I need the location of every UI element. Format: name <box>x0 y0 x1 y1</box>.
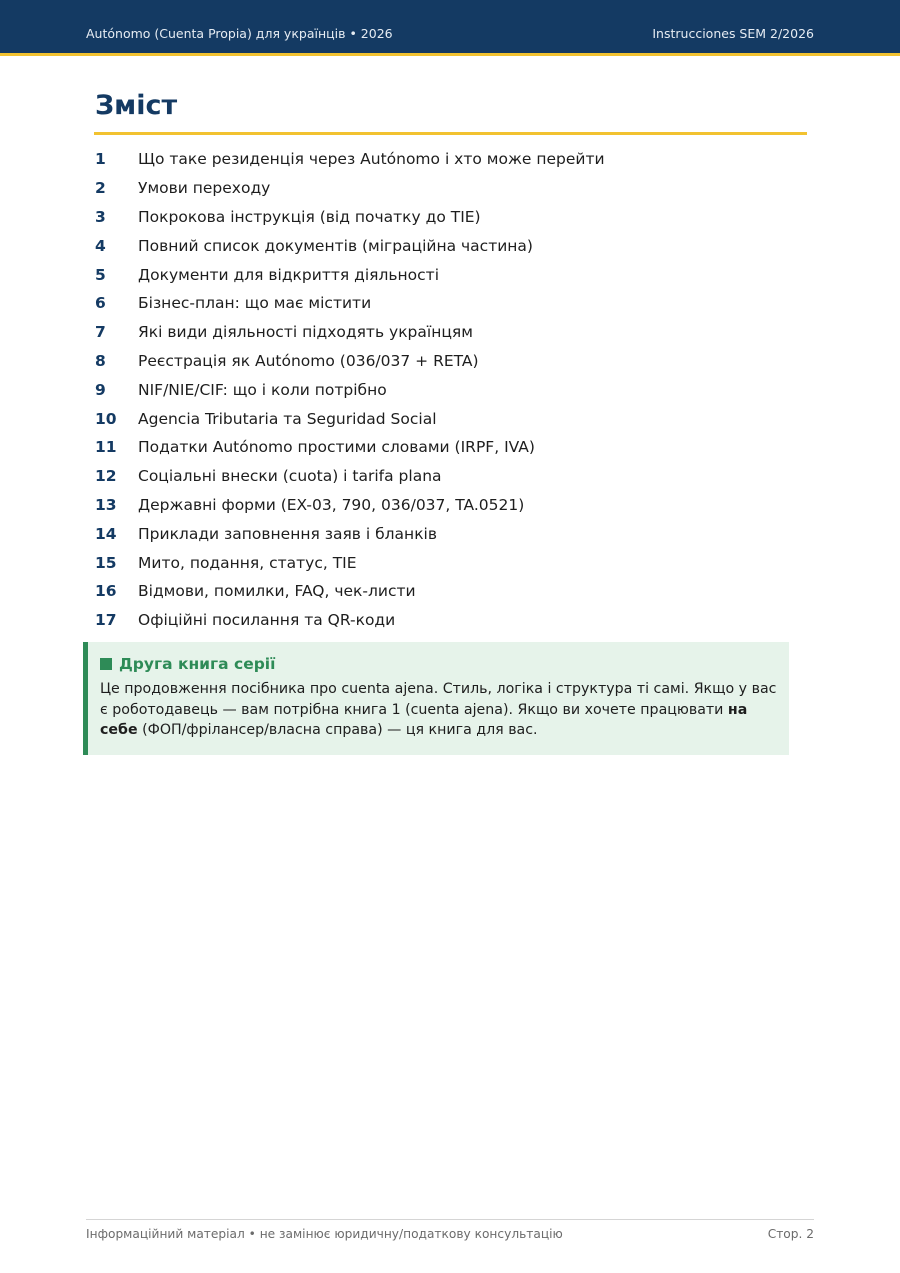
header-doc-title: Autónomo (Cuenta Propia) для українців • 2026 <box>86 26 393 41</box>
toc-item[interactable] <box>95 174 605 203</box>
toc-item[interactable] <box>95 260 605 289</box>
toc-item-number: 14 <box>95 524 117 543</box>
square-icon <box>100 658 112 670</box>
toc-item-label: Які види діяльності підходять українцям <box>138 323 473 342</box>
toc-item[interactable] <box>95 347 605 376</box>
toc-item[interactable] <box>95 375 605 404</box>
callout-title <box>100 655 789 673</box>
title-underline <box>94 132 807 135</box>
toc-item[interactable] <box>95 577 605 606</box>
callout-text-part1: Це продовження посібника про cuenta ajena. Стиль, логіка і структура ті самі. Якщо у вас є роботодавець — вам потрібна книга 1 (cuenta ajena). Якщо ви хочете працювати <box>100 681 777 718</box>
page-header <box>0 0 900 56</box>
toc-item-label: Покрокова інструкція (від початку до TIE) <box>138 207 481 226</box>
toc-item-label: Мито, подання, статус, TIE <box>138 553 357 572</box>
toc-item-number: 6 <box>95 294 106 313</box>
toc-item-number: 13 <box>95 495 117 514</box>
header-reference: Instrucciones SEM 2/2026 <box>652 26 814 41</box>
toc-item[interactable] <box>95 491 605 520</box>
page-number: Стор. 2 <box>767 1227 814 1241</box>
toc-item[interactable] <box>95 289 605 318</box>
callout-text-bold: на себе <box>100 701 748 738</box>
footer-divider <box>86 1219 814 1220</box>
toc-item-label: Бізнес-план: що має містити <box>138 294 372 313</box>
page-title: Зміст <box>95 90 178 121</box>
toc-item-label: Відмови, помилки, FAQ, чек-листи <box>138 582 416 601</box>
toc-item-label: Реєстрація як Autónomo (036/037 + RETA) <box>138 351 479 370</box>
footer-disclaimer: Інформаційний матеріал • не замінює юридичну/податкову консультацію <box>86 1227 563 1241</box>
toc-item-number: 3 <box>95 207 106 226</box>
toc-item-label: Що таке резиденція через Autónomo і хто може перейти <box>138 150 605 169</box>
toc-item-number: 4 <box>95 236 106 255</box>
toc-item-number: 7 <box>95 323 106 342</box>
toc-item-label: Документи для відкриття діяльності <box>138 265 440 284</box>
toc-item-number: 17 <box>95 611 117 630</box>
toc-item[interactable] <box>95 606 605 635</box>
toc-item[interactable] <box>95 318 605 347</box>
toc-item-label: Державні форми (EX-03, 790, 036/037, TA.0521) <box>138 495 525 514</box>
toc-item[interactable] <box>95 404 605 433</box>
toc-item-number: 15 <box>95 553 117 572</box>
toc-item-number: 2 <box>95 179 106 198</box>
toc-item-number: 12 <box>95 467 117 486</box>
toc-item-number: 1 <box>95 150 106 169</box>
toc-item-number: 8 <box>95 351 106 370</box>
callout-text-part2: (ФОП/фрілансер/власна справа) — ця книга для вас. <box>137 722 538 738</box>
toc-item[interactable] <box>95 203 605 232</box>
toc-item-number: 16 <box>95 582 117 601</box>
toc-item[interactable] <box>95 433 605 462</box>
toc-item-number: 9 <box>95 380 106 399</box>
toc-item[interactable] <box>95 548 605 577</box>
callout-title-text: Друга книга серії <box>119 655 276 673</box>
toc-item-number: 10 <box>95 409 117 428</box>
toc-item-label: Приклади заповнення заяв і бланків <box>138 524 437 543</box>
toc-item[interactable] <box>95 462 605 491</box>
toc-item[interactable] <box>95 519 605 548</box>
toc-item-label: Умови переходу <box>138 179 271 198</box>
toc-item-number: 11 <box>95 438 117 457</box>
toc-item[interactable] <box>95 231 605 260</box>
toc-item-number: 5 <box>95 265 106 284</box>
toc-item[interactable] <box>95 145 605 174</box>
toc-item-label: Податки Autónomo простими словами (IRPF, IVA) <box>138 438 535 457</box>
toc-item-label: Соціальні внески (cuota) і tarifa plana <box>138 467 442 486</box>
toc-item-label: Agencia Tributaria та Seguridad Social <box>138 409 437 428</box>
toc-item-label: Повний список документів (міграційна частина) <box>138 236 533 255</box>
toc-item-label: NIF/NIE/CIF: що і коли потрібно <box>138 380 387 399</box>
callout-text <box>100 679 780 741</box>
series-callout <box>83 642 789 755</box>
table-of-contents <box>95 145 605 635</box>
toc-item-label: Офіційні посилання та QR-коди <box>138 611 396 630</box>
